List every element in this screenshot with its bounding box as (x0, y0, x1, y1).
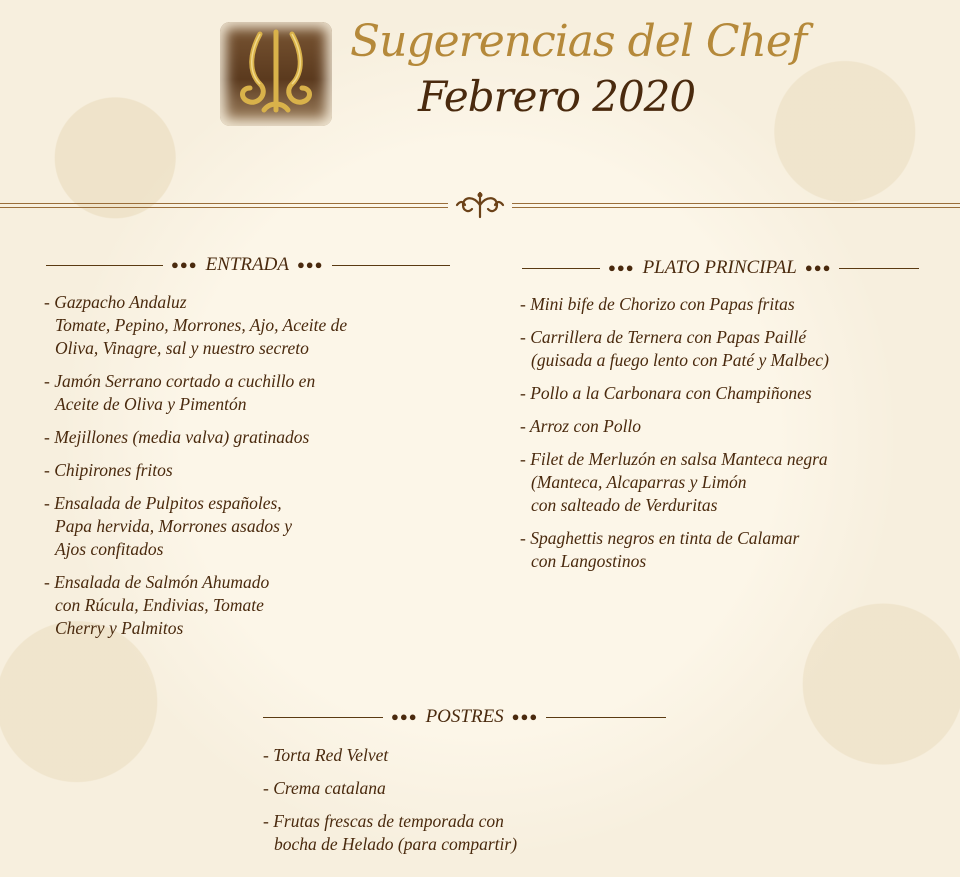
item-line: - Chipirones fritos (44, 460, 173, 480)
dots-ornament: ●●● (608, 260, 635, 275)
header-rule (332, 265, 450, 266)
menu-item (44, 571, 444, 640)
item-line: Ajos confitados (55, 539, 164, 559)
item-line: Cherry y Palmitos (55, 618, 184, 638)
section-header-postres (263, 706, 666, 728)
item-line: - Arroz con Pollo (520, 416, 642, 436)
menu-item (44, 291, 444, 360)
item-line: - Mini bife de Chorizo con Papas fritas (520, 294, 795, 314)
menu-item (520, 527, 940, 573)
section-header-principal (522, 257, 919, 279)
menu-item (263, 744, 663, 767)
principal-list (520, 293, 940, 583)
dots-ornament: ●●● (171, 257, 198, 272)
item-line: - Ensalada de Salmón Ahumado (44, 572, 270, 592)
item-line: con Rúcula, Endivias, Tomate (55, 595, 264, 615)
item-line: - Pollo a la Carbonara con Champiñones (520, 383, 812, 403)
item-line: Tomate, Pepino, Morrones, Ajo, Aceite de (55, 315, 348, 335)
restaurant-logo (220, 22, 332, 126)
item-line: - Ensalada de Pulpitos españoles, (44, 493, 282, 513)
entrada-list (44, 291, 444, 650)
menu-item (520, 326, 940, 372)
item-line: con Langostinos (531, 551, 647, 571)
header-rule (839, 268, 919, 269)
menu-item (44, 370, 444, 416)
item-line: con salteado de Verduritas (531, 495, 718, 515)
item-line: - Gazpacho Andaluz (44, 292, 187, 312)
item-line: - Spaghettis negros en tinta de Calamar (520, 528, 800, 548)
item-line: - Crema catalana (263, 778, 386, 798)
dots-ornament: ●●● (296, 257, 324, 272)
menu-item (520, 293, 940, 316)
dots-ornament: ●●● (804, 260, 832, 275)
menu-item (263, 777, 663, 800)
item-line: Oliva, Vinagre, sal y nuestro secreto (55, 338, 309, 358)
header-rule (263, 717, 383, 718)
menu-title: Sugerencias del Chef (350, 16, 807, 67)
item-line: - Torta Red Velvet (263, 745, 389, 765)
section-title-entrada: ENTRADA (205, 254, 289, 275)
item-line: - Jamón Serrano cortado a cuchillo en (44, 371, 316, 391)
dots-ornament: ●●● (391, 709, 418, 724)
fleuron-icon (455, 189, 505, 221)
header-rule (546, 717, 666, 718)
item-line: (Manteca, Alcaparras y Limón (531, 472, 747, 492)
item-line: - Frutas frescas de temporada con (263, 811, 504, 831)
header-rule (46, 265, 163, 266)
section-header-entrada (46, 254, 450, 276)
menu-item (263, 810, 663, 856)
postres-list (263, 744, 663, 866)
menu-subtitle: Febrero 2020 (418, 72, 696, 121)
menu-item (520, 382, 940, 405)
header-rule (522, 268, 600, 269)
item-line: bocha de Helado (para compartir) (274, 834, 518, 854)
menu-item (520, 415, 940, 438)
menu-item (520, 448, 940, 517)
item-line: Papa hervida, Morrones asados y (55, 516, 293, 536)
item-line: Aceite de Oliva y Pimentón (55, 394, 247, 414)
item-line: - Filet de Merluzón en salsa Manteca negra (520, 449, 828, 469)
dots-ornament: ●●● (511, 709, 539, 724)
menu-item (44, 459, 444, 482)
ornament-logo-icon (220, 22, 332, 126)
menu-item (44, 426, 444, 449)
section-title-principal: PLATO PRINCIPAL (642, 257, 797, 278)
item-line: - Mejillones (media valva) gratinados (44, 427, 310, 447)
item-line: - Carrillera de Ternera con Papas Paillé (520, 327, 807, 347)
section-title-postres: POSTRES (425, 706, 504, 727)
item-line: (guisada a fuego lento con Paté y Malbec) (531, 350, 829, 370)
menu-item (44, 492, 444, 561)
